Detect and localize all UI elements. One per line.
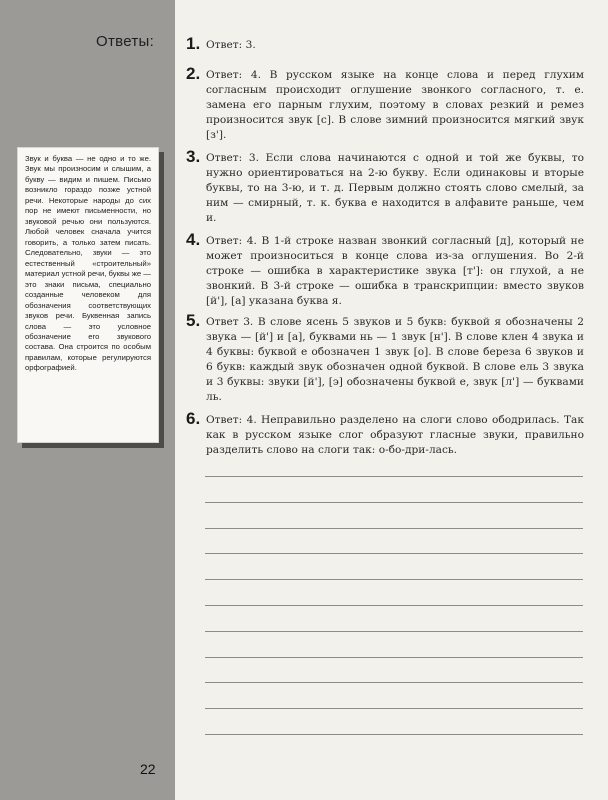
writing-line bbox=[205, 579, 583, 580]
answer-text: Ответ: 3. Если слова начинаются с одной и той же буквы, то нужно ориентироваться на 2-ю букву. Если одинаковы и вторые буквы, то на 3-ю, и т. д. Первым должно стоять слово смелый, за ним — смирный, т. к. буква е находится в алфавите раньше, чем и. bbox=[206, 152, 584, 224]
writing-line bbox=[205, 605, 583, 606]
writing-line bbox=[205, 553, 583, 554]
answer-item-1 bbox=[186, 34, 584, 53]
answer-number: 1. bbox=[186, 34, 201, 53]
answer-number: 6. bbox=[186, 409, 201, 428]
answer-number: 4. bbox=[186, 230, 201, 249]
writing-line bbox=[205, 682, 583, 683]
answer-text: Ответ: 4. В русском языке на конце слова и перед глухим согласным происходит оглушение звонкого согласного, т. е. замена его парным глухим, поэтому в словах резкий и ремез произносится звук [с]. В слове зимний произносится мягкий звук [з']. bbox=[206, 69, 584, 141]
writing-line bbox=[205, 528, 583, 529]
writing-line bbox=[205, 476, 583, 477]
answer-text: Ответ: 4. Неправильно разделено на слоги слово ободрилась. Так как в русском языке слог образуют гласные звуки, правильно разделить слово на слоги так: о-бо-дри-лась. bbox=[206, 414, 584, 456]
answer-item-4 bbox=[186, 230, 584, 309]
writing-line bbox=[205, 502, 583, 503]
answer-number: 2. bbox=[186, 64, 201, 83]
answer-text: Ответ: 4. В 1-й строке назван звонкий согласный [д], который не может произноситься в конце слова из-за оглушения. Во 2-й строке — ошибка в характеристике звука [т']: он глухой, а не звонкий. В 3-й строке — ошибка в транскрипции: вместо звуков [й'], [а] указана буква я. bbox=[206, 235, 584, 307]
writing-line bbox=[205, 631, 583, 632]
answer-item-5 bbox=[186, 311, 584, 405]
writing-line bbox=[205, 734, 583, 735]
answer-item-6 bbox=[186, 409, 584, 458]
answer-text: Ответ: 3. bbox=[206, 39, 256, 51]
answer-number: 5. bbox=[186, 311, 201, 330]
writing-line bbox=[205, 657, 583, 658]
writing-lines bbox=[205, 476, 583, 760]
info-note-box: Звук и буква — не одно и то же. Звук мы произносим и слышим, а букву — видим и пишем. Письмо возникло гораздо позже устной речи. Некоторые народы до сих пор не имеют письменности, но звуковой речью они пользуются. Любой человек сначала учится говорить, а только затем писать. Следовательно, звуки — это естественный «строительный» материал устной речи, буквы же — это знаки письма, специально созданные человеком для обозначения соответствующих звуков речи. Буквенная запись слова — это условное обозначение его звукового состава. Она строится по особым правилам, которые регулируются орфографией. bbox=[17, 147, 159, 443]
answers-heading: Ответы: bbox=[96, 33, 155, 50]
answer-item-3 bbox=[186, 147, 584, 226]
page-number: 22 bbox=[140, 761, 156, 777]
writing-line bbox=[205, 708, 583, 709]
answer-text: Ответ 3. В слове ясень 5 звуков и 5 букв: буквой я обозначены 2 звука — [й'] и [а], буквами нь — 1 звук [н']. В слове клен 4 звука и 4 буквы: буквой е обозначен 1 звук [о]. В слове береза 6 звуков и 6 букв: каждый звук обозначен одной буквой. В слове ель 3 звука и 3 буквы: звуки [й'], [э] обозначены буквой е, звук [л'] — буквами ль. bbox=[206, 316, 584, 403]
answer-item-2 bbox=[186, 64, 584, 143]
answer-number: 3. bbox=[186, 147, 201, 166]
